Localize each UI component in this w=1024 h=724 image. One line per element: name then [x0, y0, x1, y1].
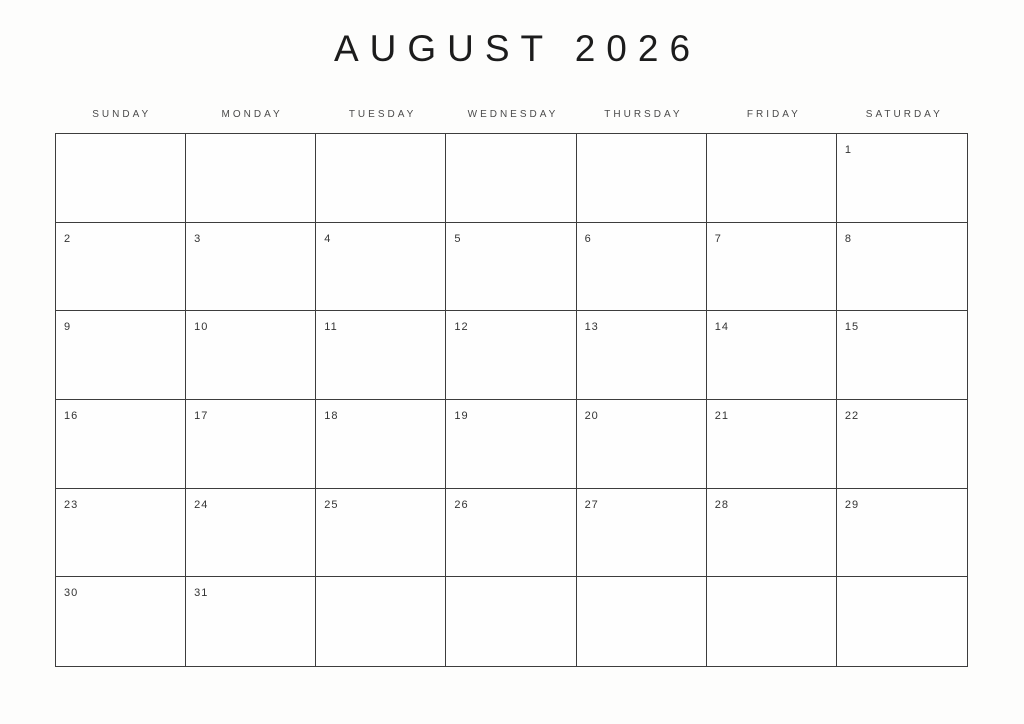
calendar-cell — [707, 400, 837, 489]
calendar-cell — [577, 311, 707, 400]
date-number: 1 — [844, 144, 852, 156]
calendar-cell — [577, 223, 707, 312]
calendar-cell — [446, 134, 576, 223]
date-number: 8 — [844, 232, 852, 245]
calendar-cell — [56, 134, 186, 223]
weekday-header-friday: FRIDAY — [746, 109, 801, 120]
date-number: 28 — [714, 498, 729, 511]
date-number: 22 — [844, 409, 860, 422]
calendar-cell — [446, 223, 576, 312]
calendar-cell — [316, 223, 446, 312]
weekday-header-sunday: SUNDAY — [92, 109, 152, 120]
calendar-cell — [186, 311, 316, 400]
calendar-cell — [446, 489, 576, 578]
date-number: 26 — [454, 498, 469, 511]
calendar-cell — [56, 311, 186, 400]
date-number: 19 — [454, 409, 469, 422]
calendar-cell — [577, 400, 707, 489]
date-number: 13 — [584, 321, 599, 334]
calendar-grid — [55, 133, 968, 667]
calendar-cell — [837, 223, 967, 312]
calendar-cell — [837, 489, 967, 578]
date-number: 5 — [454, 232, 462, 245]
calendar-cell — [837, 577, 967, 666]
weekday-header-saturday: SATURDAY — [865, 109, 943, 120]
calendar-cell — [707, 577, 837, 666]
date-number: 17 — [194, 409, 209, 422]
date-number: 29 — [844, 498, 860, 511]
calendar-cell — [186, 577, 316, 666]
weekday-header-thursday: THURSDAY — [604, 109, 683, 120]
date-number: 31 — [194, 587, 209, 600]
calendar-cell — [56, 400, 186, 489]
calendar-cell — [837, 134, 967, 223]
date-number: 11 — [324, 321, 338, 334]
calendar-cell — [316, 577, 446, 666]
date-number: 4 — [324, 232, 332, 245]
page-title: AUGUST 2026 — [333, 28, 702, 69]
calendar-cell — [446, 577, 576, 666]
date-number: 14 — [714, 321, 729, 334]
date-number: 10 — [194, 321, 209, 334]
calendar — [55, 109, 968, 667]
weekday-header-tuesday: TUESDAY — [348, 109, 417, 120]
date-number: 16 — [64, 409, 79, 422]
calendar-cell — [577, 134, 707, 223]
weekday-header-row — [55, 109, 968, 121]
calendar-cell — [837, 311, 967, 400]
calendar-cell — [56, 577, 186, 666]
calendar-cell — [446, 311, 576, 400]
calendar-cell — [186, 400, 316, 489]
calendar-cell — [316, 311, 446, 400]
calendar-cell — [707, 223, 837, 312]
date-number: 27 — [584, 498, 599, 511]
weekday-header-monday: MONDAY — [221, 109, 283, 120]
calendar-cell — [56, 223, 186, 312]
date-number: 3 — [194, 232, 202, 245]
weekday-header-wednesday: WEDNESDAY — [467, 109, 559, 120]
date-number: 24 — [194, 498, 209, 511]
date-number: 21 — [714, 409, 729, 422]
calendar-cell — [316, 489, 446, 578]
calendar-cell — [707, 311, 837, 400]
date-number: 20 — [584, 409, 599, 422]
date-number: 30 — [64, 587, 79, 600]
calendar-cell — [316, 400, 446, 489]
calendar-cell — [316, 134, 446, 223]
date-number: 12 — [454, 321, 469, 334]
calendar-cell — [837, 400, 967, 489]
calendar-cell — [56, 489, 186, 578]
date-number: 2 — [64, 232, 72, 245]
calendar-cell — [707, 134, 837, 223]
calendar-cell — [577, 577, 707, 666]
date-number: 25 — [324, 498, 339, 511]
date-number: 23 — [64, 498, 79, 511]
date-number: 18 — [324, 409, 339, 422]
calendar-cell — [186, 134, 316, 223]
date-number: 7 — [714, 232, 722, 245]
calendar-cell — [707, 489, 837, 578]
date-number: 6 — [584, 232, 592, 245]
calendar-cell — [577, 489, 707, 578]
date-number: 15 — [844, 321, 860, 334]
calendar-cell — [446, 400, 576, 489]
calendar-cell — [186, 489, 316, 578]
calendar-cell — [186, 223, 316, 312]
date-number: 9 — [64, 321, 72, 334]
